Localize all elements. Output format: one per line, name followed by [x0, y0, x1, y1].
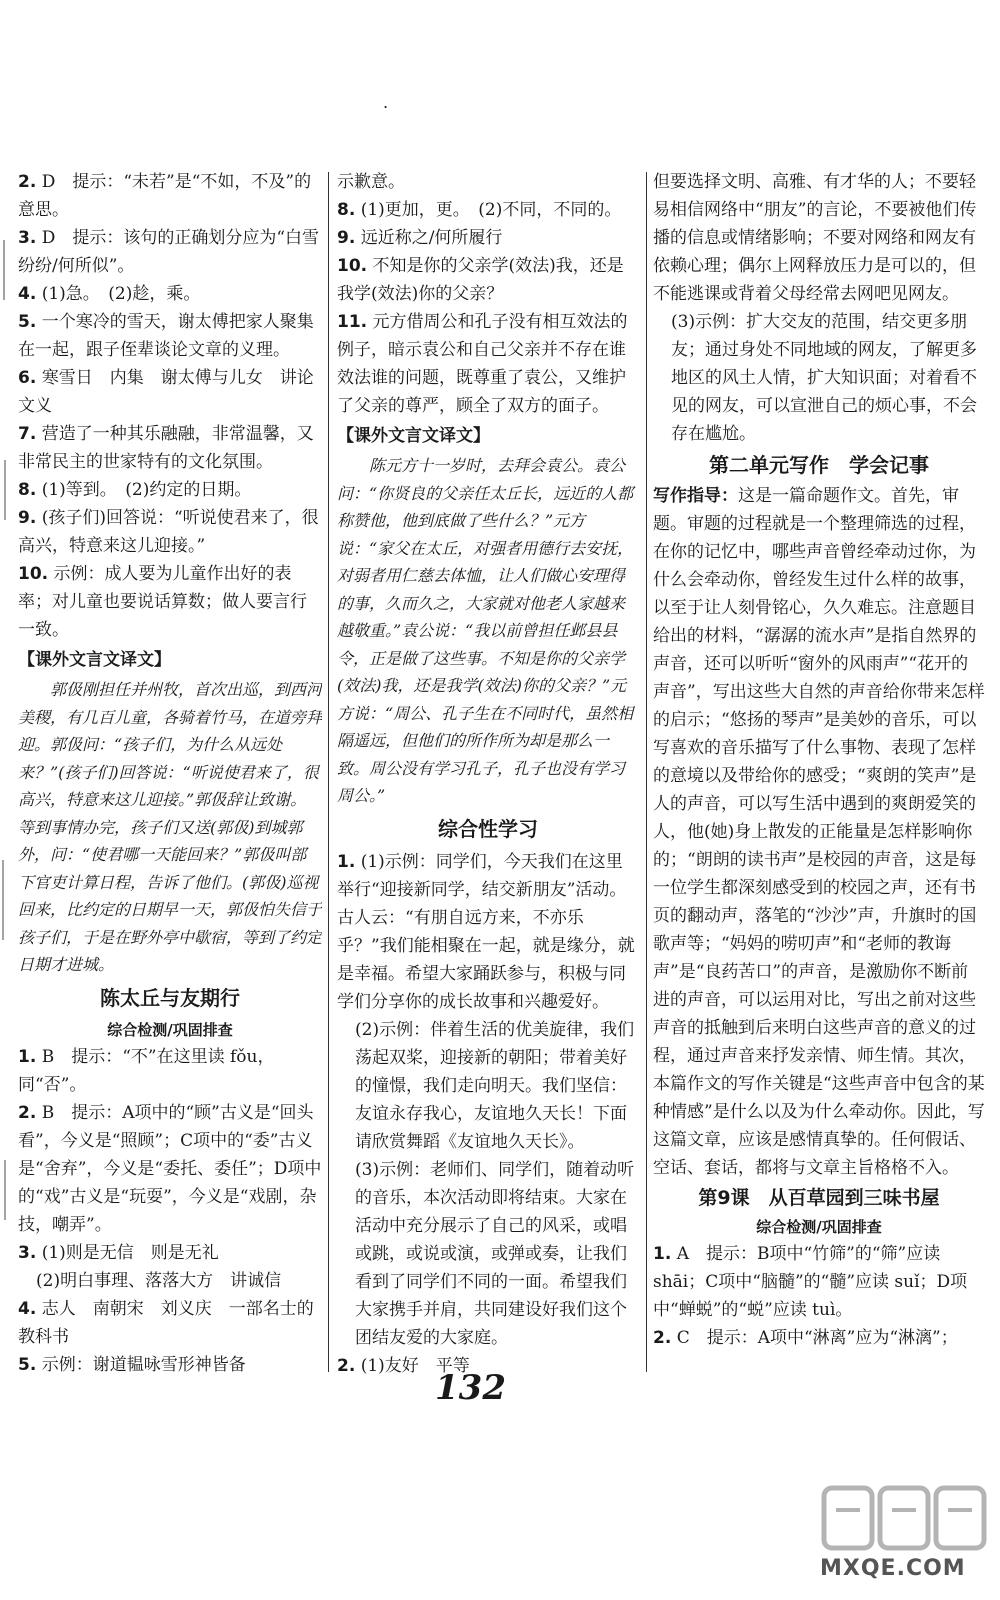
writing-guide: [653, 482, 985, 1182]
answer-item: [18, 308, 322, 364]
sub-answer: (3)示例：扩大交友的范围，结交更多朋友；通过身处不同地域的网友，了解更多地区的风土人情，扩大知识面；对着看不见的网友，可以宣泄自己的烦心事，不会存在尴尬。: [671, 312, 977, 444]
item-text: (1)友好 平等: [360, 1355, 470, 1376]
translation-paragraph: 郭伋刚担任并州牧，首次出巡，到西河美稷，有几百儿童，各骑着竹马，在道旁拜迎。郭伋问：“孩子们，为什么从远处来？”(孩子们)回答说：“听说使君来了，很高兴，特意来这儿迎接。”郭伋辞让致谢。等到事情办完，孩子们又送(郭伋)到城郭外，问：“使君哪一天能回来？”郭伋叫部下官吏计算日程，告诉了他们。(郭伋)巡视回来，比约定的日期早一天，郭伋怕失信于孩子们，于是在野外亭中歇宿，等到了约定日期才进城。: [18, 680, 322, 974]
item-text: B 提示：“不”在这里读 fǒu，同“否”。: [18, 1046, 275, 1095]
guide-text: 这是一篇命题作文。首先，审题。审题的过程就是一个整理筛选的过程，在你的记忆中，哪些声音曾经牵动过你，为什么会牵动你，曾经发生过什么样的故事，以至于让人刻骨铭心，久久难忘。注意题目给出的材料，“潺潺的流水声”是指自然界的声音，还可以听听“窗外的风雨声”“花开的声音”，写出这些大自然的声音给你带来怎样的启示；“悠扬的琴声”是美妙的音乐，可以写喜欢的音乐描写了什么事物、表现了怎样的意境以及带给你的感受；“爽朗的笑声”是人的声音，可以写生活中遇到的爽朗爱笑的人，他(她)身上散发的正能量是怎样影响你的；“朗朗的读书声”是校园的声音，这是每一位学生都深刻感受到的校园之声，还有书页的翻动声，落笔的“沙沙”声，升旗时的国歌声等；“妈妈的唠叨声”和“老师的教诲声”是“良药苦口”的声音，是激励你不断前进的声音，可以运用对比，写出之前对这些声音的抵触到后来明白这些声音的意义的过程，通过声音来抒发亲情、师生情。其次，本篇作文的写作关键是“这些声音中包含的某种情感”是什么以及为什么牵动你。因此，写这篇文章，应该是感情真挚的。任何假话、空话、套话，都将与文章主旨格格不入。: [653, 486, 985, 1178]
answer-item: [18, 364, 322, 420]
item-number: 8.: [18, 480, 37, 500]
item-number: 4.: [18, 284, 37, 304]
answer-item: [18, 560, 322, 644]
binding-edge: [0, 160, 10, 1360]
item-number: 4.: [18, 1298, 37, 1319]
item-text: D 提示：该句的正确划分应为“白雪纷纷/何所似”。: [18, 228, 320, 276]
item-text: 示例：谢道韫咏雪形神皆备: [41, 1354, 246, 1375]
sub-answer: (2)示例：伴着生活的优美旋律，我们荡起双桨，迎接新的朝阳；带着美好的憧憬，我们走向明天。我们坚信：友谊永存我心，友谊地久天长！下面请欣赏舞蹈《友谊地久天长》。: [355, 1019, 635, 1152]
column-2: [337, 168, 639, 1378]
item-number: 11.: [337, 312, 368, 332]
column-divider-2: [646, 172, 647, 1372]
answer-item: [18, 476, 322, 504]
item-number: 1.: [653, 1244, 672, 1264]
column-divider-1: [328, 172, 329, 1372]
item-number: 2.: [18, 172, 37, 192]
item-text: 远近称之/何所履行: [360, 228, 503, 248]
item-text: 志人 南朝宋 刘义庆 一部名士的教科书: [18, 1298, 314, 1347]
page-number: 132: [435, 1368, 506, 1408]
item-text: (1)示例：同学们，今天我们在这里举行“迎接新同学，结交新朋友”活动。古人云：“有朋自远方来，不亦乐乎？”我们能相聚在一起，就是缘分，就是幸福。希望大家踊跃参与，积极与同学们分享你的成长故事和兴趣爱好。: [337, 851, 635, 1012]
item-number: 10.: [18, 564, 49, 584]
item-number: 1.: [18, 1046, 37, 1067]
item-text: 示例：成人要为儿童作出好的表率；对儿童也要说话算数；做人要言行一致。: [18, 564, 307, 640]
item-text: C 提示：A项中“淋离”应为“淋漓”；: [676, 1328, 958, 1348]
section-heading: 【课外文言文译文】: [337, 426, 490, 446]
translation-text: [337, 452, 639, 810]
item-text: 不知是你的父亲学(效法)我，还是我学(效法)你的父亲？: [337, 256, 624, 304]
item-number: 7.: [18, 424, 37, 444]
item-number: 5.: [18, 1354, 37, 1375]
top-mark: .: [383, 93, 389, 112]
answer-item: [337, 252, 639, 308]
item-text: (1)等到。 (2)约定的日期。: [41, 480, 252, 500]
answer-item: [653, 1240, 985, 1324]
item-number: 8.: [337, 200, 356, 220]
translation-paragraph: 陈元方十一岁时，去拜会袁公。袁公问：“你贤良的父亲任太丘长，远近的人都称赞他，他到底做了些什么？”元方说：“家父在太丘，对强者用德行去安抚，对弱者用仁慈去体恤，让人们做心安理得的事，久而久之，大家就对他老人家越来越敬重。”袁公说：“我以前曾担任邺县县令，正是做了这些事。不知是你的父亲学(效法)我，还是我学(效法)你的父亲？”元方说：“周公、孔子生在不同时代，虽然相隔遥远，但他们的所作所为却是那么一致。周公没有学习孔子，孔子也没有学习周公。”: [337, 456, 634, 805]
translation-text: [18, 676, 322, 979]
answer-item: [18, 224, 322, 280]
item-number: 2.: [653, 1328, 672, 1348]
answer-item: [337, 308, 639, 420]
guide-label: 写作指导：: [653, 486, 738, 506]
section-subtitle: 综合检测/巩固排查: [756, 1218, 882, 1236]
item-text: 营造了一种其乐融融，非常温馨，又非常民主的世家特有的文化氛围。: [18, 424, 314, 472]
answer-item: [18, 1239, 322, 1267]
item-number: 6.: [18, 368, 37, 388]
lesson-title: 综合性学习: [438, 816, 538, 841]
section-heading: 【课外文言文译文】: [18, 650, 171, 670]
item-text: B 提示：A项中的“顾”古义是“回头看”，今义是“照顾”；C项中的“委”古义是“舍弃”，今义是“委托、委任”；D项中的“戏”古义是“玩耍”，今义是“戏剧，杂技，嘲弄”。: [18, 1102, 322, 1235]
item-number: 9.: [337, 228, 356, 248]
answer-item: [18, 420, 322, 476]
item-number: 10.: [337, 256, 368, 276]
answer-item: [18, 1099, 322, 1239]
item-text: D 提示：“未若”是“不如，不及”的意思。: [18, 172, 312, 220]
answer-item: [18, 1351, 322, 1379]
column-1: [18, 168, 322, 1378]
answer-item: [18, 504, 322, 560]
item-number: 5.: [18, 312, 37, 332]
continued-text: 示歉意。: [337, 172, 405, 192]
item-text: (孩子们)回答说：“听说使君来了，很高兴，特意来这儿迎接。”: [18, 508, 319, 556]
item-text: (1)更加，更。 (2)不同，不同的。: [360, 200, 622, 220]
answer-item: [337, 224, 639, 252]
item-text: 一个寒冷的雪天，谢太傅把家人聚集在一起，跟子侄辈谈论文章的义理。: [18, 312, 314, 360]
sub-answer: (3)示例：老师们、同学们，随着动听的音乐，本次活动即将结束。大家在活动中充分展示了自己的风采，或唱或跳，或说或演，或弹或奏，让我们看到了同学们不同的一面。希望我们大家携手并肩，共同建设好我们这个团结友爱的大家庭。: [355, 1159, 635, 1348]
item-number: 3.: [18, 228, 37, 248]
item-number: 9.: [18, 508, 37, 528]
sub-answer: (2)明白事理、落落大方 讲诚信: [36, 1270, 282, 1291]
lesson-title: 陈太丘与友期行: [100, 985, 240, 1010]
item-number: 2.: [337, 1355, 356, 1376]
item-text: (1)急。 (2)趁，乘。: [41, 284, 201, 304]
watermark-text: MXQE.COM: [820, 1556, 966, 1581]
lesson-title: 第9课 从百草园到三味书屋: [698, 1187, 940, 1209]
continued-text: 但要选择文明、高雅、有才华的人；不要轻易相信网络中“朋友”的言论，不要被他们传播的信息或情绪影响；不要对网络和网友有依赖心理；偶尔上网释放压力是可以的，但不能逃课或背着父母经常去网吧见网友。: [653, 172, 977, 304]
unit-title: 第二单元写作 学会记事: [709, 453, 929, 477]
answer-item: [337, 196, 639, 224]
item-number: 3.: [18, 1242, 37, 1263]
answer-item: [18, 168, 322, 224]
item-number: 2.: [18, 1102, 37, 1123]
item-text: (1)则是无信 则是无礼: [41, 1242, 219, 1263]
column-3: [653, 168, 985, 1378]
answer-item: [18, 1043, 322, 1099]
answer-item: [653, 1324, 985, 1352]
section-subtitle: 综合检测/巩固排查: [107, 1020, 233, 1039]
item-number: 1.: [337, 851, 356, 872]
item-text: 元方借周公和孔子没有相互效法的例子，暗示袁公和自己父亲并不存在谁效法谁的问题，既尊重了袁公，又维护了父亲的尊严，顾全了双方的面子。: [337, 312, 628, 416]
answer-item: [337, 848, 639, 1016]
answer-item: [18, 280, 322, 308]
item-text: 寒雪日 内集 谢太傅与儿女 讲论文义: [18, 368, 314, 416]
answer-item: [18, 1295, 322, 1351]
item-text: A 提示：B项中“竹筛”的“筛”应读 shāi；C项中“脑髓”的“髓”应读 suǐ；D项中“蝉蜕”的“蜕”应读 tuì。: [653, 1244, 968, 1320]
